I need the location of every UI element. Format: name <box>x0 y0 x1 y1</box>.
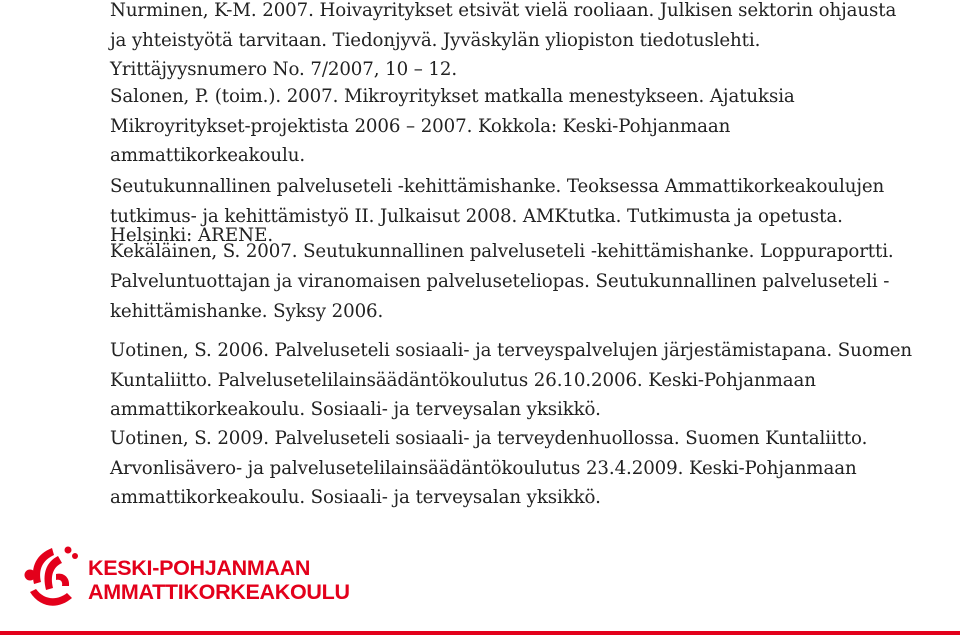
reference-line: ja yhteistyötä tarvitaan. Tiedonjyvä. Jyväskylän yliopiston tiedotuslehti. <box>110 29 761 51</box>
overlapping-publisher-text: Helsinki: ARENE. <box>110 225 274 246</box>
reference-line: ammattikorkeakoulu. <box>110 145 306 166</box>
reference-line: ammattikorkeakoulu. Sosiaali- ja terveysalan yksikkö. <box>110 399 601 420</box>
reference-entry <box>110 424 867 513</box>
reference-line: tutkimus- ja kehittämistyö II. Julkaisut 2008. AMKtutka. Tutkimusta ja opetusta. <box>110 205 843 227</box>
reference-entry <box>110 336 912 425</box>
reference-entry <box>110 172 894 267</box>
reference-line: Nurminen, K-M. 2007. Hoivayritykset etsivät vielä rooliaan. Julkisen sektorin ohjausta <box>110 0 897 21</box>
reference-line: Palveluntuottajan ja viranomaisen palveluseteliopas. Seutukunnallinen palveluseteli - <box>110 271 890 292</box>
reference-line: Salonen, P. (toim.). 2007. Mikroyritykset matkalla menestykseen. Ajatuksia <box>110 86 795 107</box>
reference-line: Arvonlisävero- ja palvelusetelilainsäädäntökoulutus 23.4.2009. Keski-Pohjanmaan <box>110 457 857 479</box>
institution-name <box>88 556 350 604</box>
reference-entry <box>110 82 795 171</box>
footer-accent-bar <box>0 631 960 635</box>
reference-line: Uotinen, S. 2006. Palveluseteli sosiaali- ja terveyspalvelujen järjestämistapana. Suomen <box>110 340 912 361</box>
reference-line: Kekäläinen, S. 2007. Seutukunnallinen palveluseteli -kehittämishanke. Loppuraportti. <box>110 241 894 262</box>
institution-name-line: AMMATTIKORKEAKOULU <box>88 580 350 604</box>
reference-line: Kuntaliitto. Palvelusetelilainsäädäntökoulutus 26.10.2006. Keski-Pohjanmaan <box>110 369 816 391</box>
reference-line: Yrittäjyysnumero No. 7/2007, 10 – 12. <box>110 59 458 80</box>
reference-line: Uotinen, S. 2009. Palveluseteli sosiaali- ja terveydenhuollossa. Suomen Kuntaliitto. <box>110 428 868 449</box>
institution-logo-icon <box>22 546 84 612</box>
reference-line: Seutukunnallinen palveluseteli -kehittämishanke. Teoksessa Ammattikorkeakoulujen <box>110 176 885 197</box>
reference-line: Mikroyritykset-projektista 2006 – 2007. Kokkola: Keski-Pohjanmaan <box>110 115 731 137</box>
institution-name-line: KESKI-POHJANMAAN <box>88 556 311 580</box>
reference-line: kehittämishanke. Syksy 2006. <box>110 300 384 322</box>
reference-entry <box>110 0 896 85</box>
reference-entry <box>110 267 889 326</box>
reference-line: ammattikorkeakoulu. Sosiaali- ja terveysalan yksikkö. <box>110 487 601 508</box>
institution-logo <box>22 546 350 616</box>
